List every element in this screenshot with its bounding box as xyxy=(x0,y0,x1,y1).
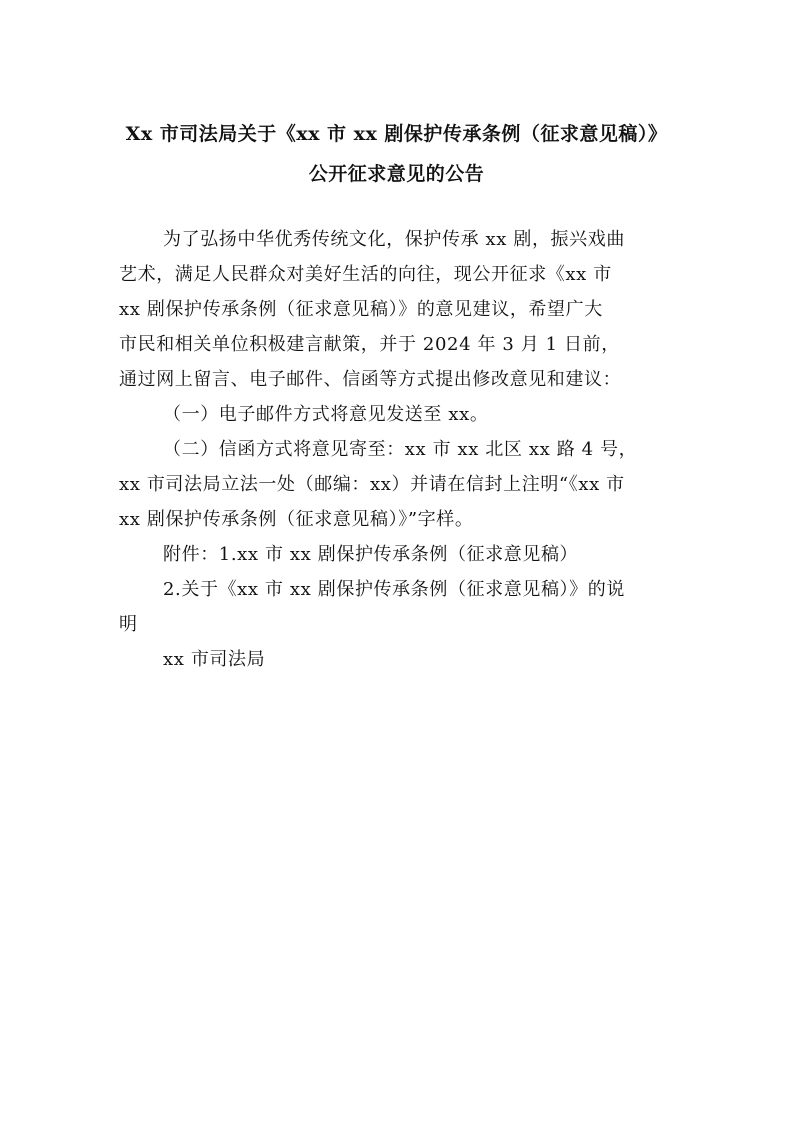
item-email: （一）电子邮件方式将意见发送至 xx。 xyxy=(163,404,489,425)
intro-line-5: 通过网上留言、电子邮件、信函等方式提出修改意见和建议： xyxy=(119,369,622,390)
item-mail-line-3: xx 剧保护传承条例（征求意见稿）》”字样。 xyxy=(119,509,474,530)
item-mail-line-2: xx 市司法局立法一处（邮编：xx）并请在信封上注明“《xx 市 xyxy=(119,474,625,495)
intro-line-3: xx 剧保护传承条例（征求意见稿）》的意见建议，希望广大 xyxy=(119,299,603,320)
attachment-2-line-1: 2.关于《xx 市 xx 剧保护传承条例（征求意见稿）》的说 xyxy=(163,579,625,600)
signature: xx 市司法局 xyxy=(163,649,266,670)
intro-line-4: 市民和相关单位积极建言献策，并于 2024 年 3 月 1 日前， xyxy=(119,334,620,355)
intro-line-1: 为了弘扬中华优秀传统文化，保护传承 xx 剧，振兴戏曲 xyxy=(163,229,625,250)
attachment-1: 附件：1.xx 市 xx 剧保护传承条例（征求意见稿） xyxy=(163,544,579,565)
attachment-2-line-2: 明 xyxy=(119,614,138,635)
intro-line-2: 艺术，满足人民群众对美好生活的向往，现公开征求《xx 市 xyxy=(119,264,612,285)
document-title-line-2: 公开征求意见的公告 xyxy=(308,163,485,185)
item-mail-line-1: （二）信函方式将意见寄至：xx 市 xx 北区 xx 路 4 号， xyxy=(163,439,638,460)
document-title-line-1: Xx 市司法局关于《xx 市 xx 剧保护传承条例（征求意见稿）》 xyxy=(125,123,668,145)
